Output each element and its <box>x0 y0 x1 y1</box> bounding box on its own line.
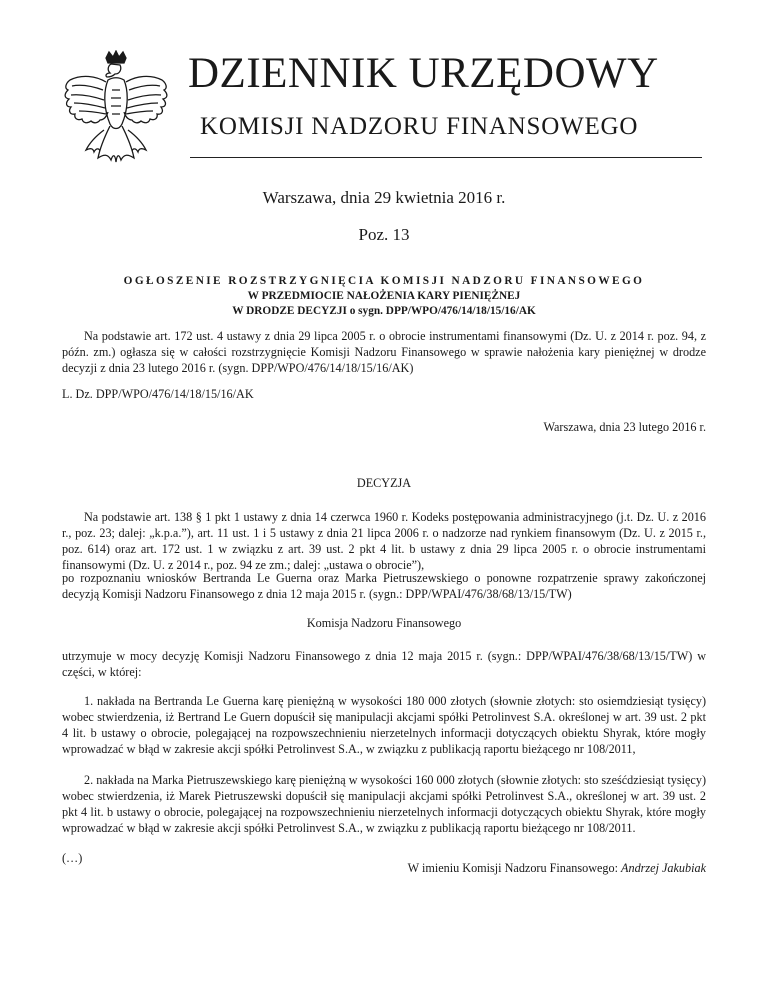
intro-paragraph: Na podstawie art. 172 ust. 4 ustawy z dnia 29 lipca 2005 r. o obrocie instrumentami finansowymi (Dz. U. z 2014 r. poz. 94, z późn. zm.) ogłasza się w całości rozstrzygnięcie Komisji Nadzoru Finansowego w sprawie nałożenia kary pieniężnej w drodze decyzji z dnia 23 lutego 2016 r. (sygn. DPP/WPO/476/14/18/15/16/AK) <box>62 329 706 375</box>
header-rule <box>190 157 702 158</box>
polish-eagle-emblem-icon <box>56 50 176 178</box>
issue-date: Warszawa, dnia 29 kwietnia 2016 r. <box>262 188 506 207</box>
decision-date: Warszawa, dnia 23 lutego 2016 r. <box>543 420 706 434</box>
decision-title: DECYZJA <box>356 476 412 490</box>
heading-line-1: OGŁOSZENIE ROZSTRZYGNIĘCIA KOMISJI NADZORU FINANSOWEGO <box>123 275 645 287</box>
heading-line-3: W DRODZE DECYZJI o sygn. DPP/WPO/476/14/18/15/16/AK <box>232 305 536 317</box>
upholds-paragraph: utrzymuje w mocy decyzję Komisji Nadzoru Finansowego z dnia 12 maja 2015 r. (sygn.: DPP/WPAI/476/38/68/13/15/TW) w części, w której: <box>62 649 706 679</box>
journal-title: DZIENNIK URZĘDOWY <box>188 50 659 97</box>
position-number: Poz. 13 <box>358 225 410 244</box>
signature-prefix: W imieniu Komisji Nadzoru Finansowego: <box>407 861 622 875</box>
heading-line-2: W PRZEDMIOCIE NAŁOŻENIA KARY PIENIĘŻNEJ <box>247 290 521 302</box>
decision-item-2: 2. nakłada na Marka Pietruszewskiego karę pieniężną w wysokości 160 000 złotych (słownie złotych: sto sześćdziesiąt tysięcy) wobec stwierdzenia, iż Marek Pietruszewski dopuścił się manipulacji akcjami spółki Petrolinvest S.A., określonej w art. 39 ust. 2 pkt 4 lit. b ustawy o obrocie, polegającej na rozpowszechnieniu nierzetelnych informacji dotyczących obiektu Shyrak, które mogły wprowadzać w błąd w zakresie akcji spółki Petrolinvest S.A., w związku z publikacją raportu bieżącego nr 108/2011. <box>62 773 706 835</box>
signature-name: Andrzej Jakubiak <box>621 861 706 875</box>
decision-item-1: 1. nakłada na Bertranda Le Guerna karę pieniężną w wysokości 180 000 złotych (słownie złotych: sto osiemdziesiąt tysięcy) wobec stwierdzenia, iż Bertrand Le Guern dopuścił się manipulacji akcjami spółki Petrolinvest S.A. określonej w art. 39 ust. 2 pkt 4 lit. b ustawy o obrocie, polegającej na rozpowszechnieniu nierzetelnych informacji dotyczących obiektu Shyrak, które mogły wprowadzać w błąd w zakresie akcji spółki Petrolinvest S.A., w związku z publikacją raportu bieżącego nr 108/2011, <box>62 694 706 756</box>
reference-number: L. Dz. DPP/WPO/476/14/18/15/16/AK <box>62 387 254 401</box>
legal-basis-paragraph: Na podstawie art. 138 § 1 pkt 1 ustawy z dnia 14 czerwca 1960 r. Kodeks postępowania administracyjnego (j.t. Dz. U. z 2016 r., poz. 23; dalej: „k.p.a.”), art. 11 ust. 1 i 5 ustawy z dnia 21 lipca 2006 r. o nadzorze nad rynkiem finansowym (Dz. U. z 2015 r., poz. 614) oraz art. 172 ust. 1 w związku z art. 39 ust. 2 pkt 4 lit. b ustawy z dnia 29 lipca 2005 r. o obrocie instrumentami finansowymi (Dz. U. z 2014 r., poz. 94 ze zm.; dalej: „ustawa o obrocie”), <box>62 510 706 572</box>
announcement-heading <box>0 274 768 319</box>
signature-line <box>62 861 706 876</box>
after-review-paragraph: po rozpoznaniu wniosków Bertranda Le Guerna oraz Marka Pietruszewskiego o ponowne rozpatrzenie sprawy zakończonej decyzją Komisji Nadzoru Finansowego z dnia 12 maja 2015 r. (sygn.: DPP/WPAI/476/38/68/13/15/TW) <box>62 571 706 601</box>
journal-subtitle: KOMISJI NADZORU FINANSOWEGO <box>200 113 639 140</box>
ellipsis: (…) <box>62 851 83 865</box>
authority-name: Komisja Nadzoru Finansowego <box>306 616 462 630</box>
